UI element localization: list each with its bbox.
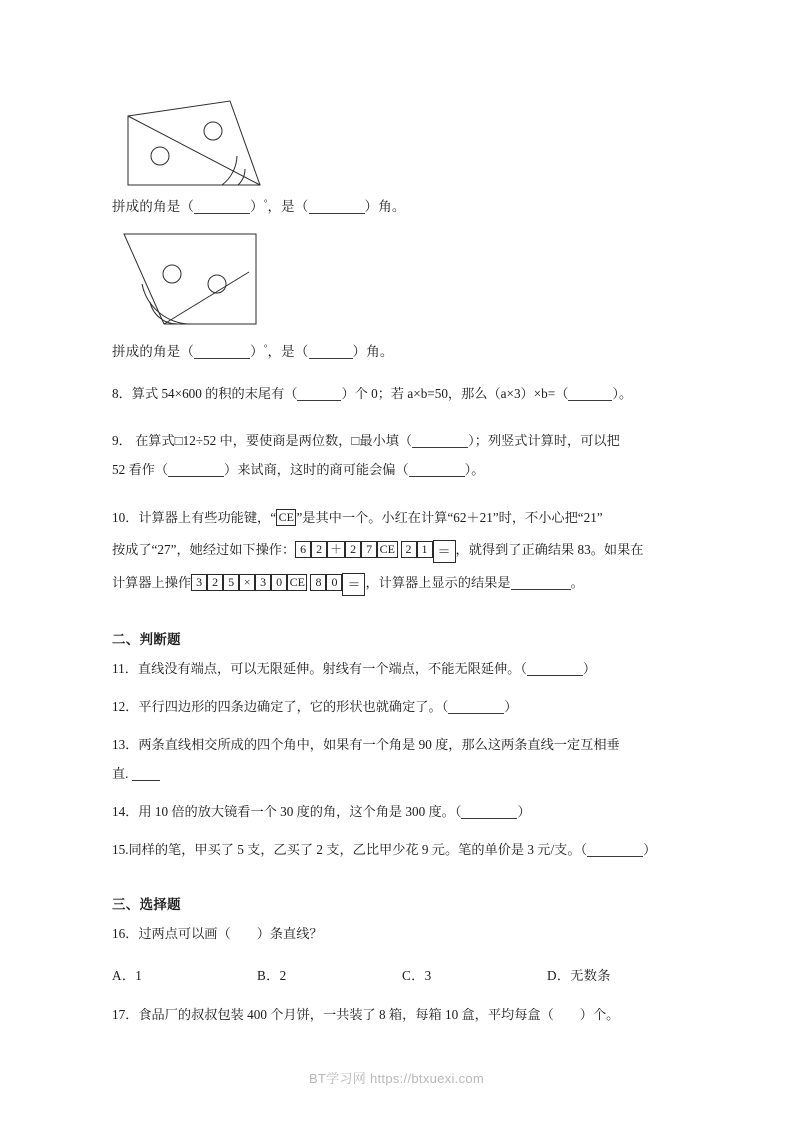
question-10-text-1b: ”是其中一个。小红在计算“62＋21”时，不小心把“21” — [296, 510, 603, 526]
calculator-key2-multiply[interactable]: × — [239, 574, 255, 591]
calculator-key2-equals[interactable]: ＝ — [342, 573, 365, 596]
figure-2-mark-circle-left — [163, 265, 181, 283]
question-16-number: 16． — [112, 926, 139, 942]
figure-1-degree-symbol: ° — [263, 198, 268, 208]
question-9-text-1b: ）；列竖式计算时，可以把 — [468, 432, 620, 448]
question-11-text: 直线没有端点，可以无限延伸。射线有一个端点，不能无限延伸。（ — [137, 661, 527, 677]
question-13 — [112, 730, 692, 789]
calculator-key2-3[interactable]: 3 — [191, 574, 207, 591]
question-10-text-2a: 按成了“27”，她经过如下操作： — [112, 542, 296, 558]
calculator-key-2c[interactable]: 2 — [401, 541, 417, 558]
question-16-text: 过两点可以画（ — [138, 926, 231, 942]
calculator-key-sequence-1 — [295, 542, 455, 560]
figure-2-caption-mid: ） — [250, 344, 264, 359]
figure-2-diagonal — [164, 272, 249, 324]
question-16-choice-b[interactable]: B．2 — [257, 968, 287, 984]
figure-1-svg — [112, 78, 312, 194]
question-9-blank-2[interactable] — [168, 476, 224, 477]
question-15-text: 同样的笔，甲买了 5 支，乙买了 2 支，乙比甲少花 9 元。笔的单价是 3 元/支。（ — [128, 841, 588, 857]
question-16-choices — [112, 965, 692, 984]
calculator-key-ce-inline[interactable]: CE — [276, 509, 296, 526]
figure-1-quadrilateral — [128, 101, 260, 185]
question-14 — [112, 797, 692, 827]
footer-watermark: BT学习网 https://btxuexi.com — [308, 1071, 485, 1086]
question-15-blank[interactable] — [587, 856, 643, 857]
figure-2-quadrilateral — [124, 234, 256, 324]
calculator-key2-3b[interactable]: 3 — [255, 574, 271, 591]
calculator-key-1[interactable]: 1 — [417, 541, 433, 558]
figure-2-angle-arc-inner — [150, 302, 179, 324]
question-16-choice-c[interactable]: C．3 — [402, 968, 432, 984]
calculator-key-sequence-2 — [191, 575, 365, 590]
question-17 — [112, 1000, 692, 1030]
question-8-blank-1[interactable] — [297, 400, 341, 401]
question-11-number: 11． — [112, 661, 138, 677]
question-16-suffix: ）条直线？ — [256, 926, 323, 942]
calculator-key-2b[interactable]: 2 — [345, 541, 361, 558]
question-17-text: 食品厂的叔叔包装 400 个月饼，一共装了 8 箱，每箱 10 盒，平均每盒（ — [138, 1007, 554, 1023]
question-10-text-3c: 。 — [570, 574, 584, 590]
figure-2-mark-circle-right — [208, 275, 226, 293]
question-15 — [112, 835, 692, 865]
question-10-line-1 — [112, 502, 692, 534]
question-12-suffix: ） — [504, 698, 518, 714]
question-13-blank[interactable] — [132, 780, 160, 781]
question-10-blank-answer[interactable] — [511, 589, 571, 590]
question-10-line-2 — [112, 534, 692, 566]
question-9-text-1a: 在算式□12÷52 中，要使商是两位数，□最小填（ — [135, 432, 413, 448]
question-8-blank-2[interactable] — [568, 400, 612, 401]
question-13-text-1: 两条直线相交所成的四个角中，如果有一个角是 90 度，那么这两条直线一定互相垂 — [138, 736, 620, 752]
question-11-suffix: ） — [582, 661, 597, 677]
figure-1-caption-prefix: 拼成的角是（ — [112, 199, 195, 214]
calculator-key-6[interactable]: 6 — [295, 541, 311, 558]
question-8 — [112, 379, 692, 409]
question-9-blank-1[interactable] — [412, 447, 468, 448]
question-14-text: 用 10 倍的放大镜看一个 30 度的角，这个角是 300 度。（ — [138, 803, 462, 819]
section-heading-judge: 二、判断题 — [112, 632, 181, 648]
question-10-text-3a: 计算器上操作 — [112, 574, 192, 590]
calculator-key2-5[interactable]: 5 — [223, 574, 239, 591]
question-17-suffix: ）个。 — [579, 1007, 620, 1023]
figure-1-blank-type[interactable] — [309, 213, 365, 214]
worksheet-content — [112, 78, 692, 1030]
calculator-key-ce[interactable]: CE — [377, 541, 397, 558]
question-8-text-2: ）个 0；若 a×b=50，那么（a×3）×b=（ — [341, 386, 569, 401]
figure-2-blank-type[interactable] — [309, 358, 353, 359]
question-14-suffix: ） — [517, 803, 531, 819]
question-13-line-1 — [112, 730, 692, 760]
question-10-number: 10． — [112, 510, 139, 526]
calculator-key2-2[interactable]: 2 — [207, 574, 223, 591]
calculator-key-plus[interactable]: ＋ — [327, 541, 345, 558]
question-16-choice-d[interactable]: D．无数条 — [547, 968, 611, 984]
figure-1-caption-suffix: ）角。 — [364, 199, 406, 214]
question-11 — [112, 654, 692, 684]
figure-1-angle-arc-inner — [238, 169, 245, 185]
calculator-key-2[interactable]: 2 — [311, 541, 327, 558]
question-9-text-2c: ）。 — [464, 462, 485, 478]
question-9-blank-3[interactable] — [409, 476, 465, 477]
question-9-line-1 — [112, 426, 692, 456]
question-13-number: 13． — [112, 736, 139, 752]
figure-1-mark-circle-left — [151, 147, 169, 165]
figure-1-mark-circle-right — [204, 122, 222, 140]
figure-1-caption — [112, 196, 692, 215]
question-10-text-1a: 计算器上有些功能键，“ — [138, 510, 277, 526]
question-8-number: 8． — [112, 386, 132, 401]
question-15-suffix: ） — [643, 841, 657, 857]
question-8-text-1: 算式 54×600 的积的末尾有（ — [131, 386, 298, 401]
section-heading-choice: 三、选择题 — [112, 897, 181, 913]
question-10 — [112, 502, 692, 599]
question-16 — [112, 919, 692, 949]
question-9-line-2 — [112, 455, 692, 485]
question-13-line-2 — [112, 759, 692, 789]
question-12 — [112, 692, 692, 722]
question-11-blank[interactable] — [527, 675, 583, 676]
question-14-blank[interactable] — [461, 818, 517, 819]
figure-2-degree-symbol: ° — [263, 343, 268, 353]
calculator-key2-0[interactable]: 0 — [271, 574, 287, 591]
question-9-text-2b: ）来试商，这时的商可能会偏（ — [224, 462, 409, 478]
question-12-blank[interactable] — [448, 713, 504, 714]
figure-1-blank-degrees[interactable] — [194, 213, 250, 214]
calculator-key-7[interactable]: 7 — [361, 541, 377, 558]
question-14-number: 14． — [112, 803, 139, 819]
question-10-text-2b: ，就得到了正确结果 83。如果在 — [455, 542, 644, 558]
question-10-line-3 — [112, 567, 692, 599]
figure-1-caption-mid: ） — [250, 199, 264, 214]
question-16-choice-a[interactable]: A．1 — [112, 968, 143, 984]
question-9-number: 9． — [112, 432, 132, 448]
figure-2-svg — [112, 229, 312, 337]
figure-2-caption-suffix: ）角。 — [352, 344, 394, 359]
figure-1-angle-arc-outer — [222, 156, 237, 185]
figure-1-diagonal — [128, 116, 260, 185]
question-13-text-2: 直. — [112, 766, 129, 782]
figure-2-blank-degrees[interactable] — [194, 358, 250, 359]
question-9 — [112, 426, 692, 485]
calculator-key2-ce[interactable]: CE — [287, 574, 307, 591]
question-9-text-2a: 52 看作（ — [112, 462, 169, 478]
question-12-number: 12． — [112, 698, 139, 714]
question-12-text: 平行四边形的四条边确定了，它的形状也就确定了。（ — [138, 698, 449, 714]
question-8-text-3: ）。 — [612, 386, 633, 401]
figure-2-caption-comma: ，是（ — [267, 344, 309, 359]
calculator-key2-0b[interactable]: 0 — [326, 574, 342, 591]
calculator-key2-8[interactable]: 8 — [310, 574, 326, 591]
calculator-key-equals[interactable]: ＝ — [433, 540, 456, 563]
figure-2-shape-diagram — [112, 229, 692, 339]
figure-1-caption-comma: ，是（ — [267, 199, 309, 214]
question-10-text-3b: ，计算器上显示的结果是 — [365, 574, 511, 590]
figure-2-caption — [112, 341, 692, 360]
figure-2-caption-prefix: 拼成的角是（ — [112, 344, 195, 359]
figure-1-shape-diagram — [112, 78, 692, 194]
question-15-number: 15. — [112, 841, 129, 857]
question-17-number: 17． — [112, 1007, 139, 1023]
